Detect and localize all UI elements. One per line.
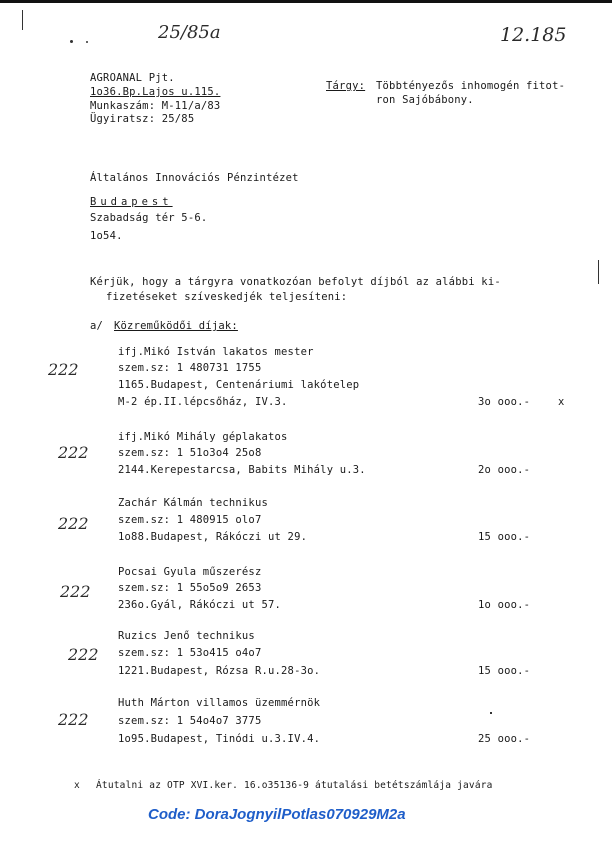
recipient-city: Budapest	[90, 196, 173, 208]
recipient-name: Általános Innovációs Pénzintézet	[90, 172, 299, 184]
payee-id: szem.sz: 1 480915 olo7	[118, 514, 262, 526]
footnote-marker: x	[558, 396, 565, 408]
payee-amount: 1o ooo.-	[478, 599, 531, 611]
payee-id: szem.sz: 1 480731 1755	[118, 362, 262, 374]
payee-amount: 3o ooo.-	[478, 396, 531, 408]
subject-line-1: Többtényezős inhomogén fitot-	[376, 80, 566, 92]
scan-top-edge	[0, 0, 612, 3]
subject-label: Tárgy:	[326, 80, 366, 92]
footnote-text: Átutalni az OTP XVI.ker. 16.o35136-9 átutalási betétszámlája javára	[96, 780, 493, 791]
document-code: Code: DoraJognyilPotlas070929M2a	[148, 806, 406, 823]
request-line-1: Kérjük, hogy a tárgyra vonatkozóan befolyt díjból az alábbi ki-	[90, 276, 501, 288]
payee-amount: 15 ooo.-	[478, 665, 531, 677]
sender-address: 1o36.Bp.Lajos u.115.	[90, 86, 221, 98]
payee-id: szem.sz: 1 53o415 o4o7	[118, 647, 262, 659]
sender-company: AGROANAL Pjt.	[90, 72, 175, 84]
payee-name: Ruzics Jenő technikus	[118, 630, 255, 642]
file-number: Ügyiratsz: 25/85	[90, 113, 195, 125]
scan-dot	[490, 712, 492, 714]
payee-id: szem.sz: 1 54o4o7 3775	[118, 715, 262, 727]
section-title: Közreműködői díjak:	[114, 320, 238, 332]
payee-amount: 25 ooo.-	[478, 733, 531, 745]
payee-address: 1o95.Budapest, Tinódi u.3.IV.4.	[118, 733, 321, 745]
handwritten-file-number: 25/85a	[158, 22, 221, 43]
payee-address: 1165.Budapest, Centenáriumi lakótelep	[118, 379, 360, 391]
payee-name: Pocsai Gyula műszerész	[118, 566, 262, 578]
footnote-marker: x	[74, 780, 80, 791]
payee-name: Zachár Kálmán technikus	[118, 497, 268, 509]
payee-address: 1221.Budapest, Rózsa R.u.28-3o.	[118, 665, 321, 677]
payee-name: ifj.Mikó István lakatos mester	[118, 346, 314, 358]
payee-name: Huth Márton villamos üzemmérnök	[118, 697, 321, 709]
margin-mark: 222	[58, 710, 89, 729]
payee-name: ifj.Mikó Mihály géplakatos	[118, 431, 288, 443]
margin-mark: 222	[68, 645, 99, 664]
payee-address: 1o88.Budapest, Rákóczi ut 29.	[118, 531, 308, 543]
payee-address: 2144.Kerepestarcsa, Babits Mihály u.3.	[118, 464, 366, 476]
scan-mark	[22, 10, 23, 30]
subject-line-2: ron Sajóbábony.	[376, 94, 474, 106]
request-line-2: fizetéseket szíveskedjék teljesíteni:	[106, 291, 348, 303]
payee-amount: 2o ooo.-	[478, 464, 531, 476]
recipient-zip: 1o54.	[90, 230, 123, 242]
payee-amount: 15 ooo.-	[478, 531, 531, 543]
payee-id: szem.sz: 1 55o5o9 2653	[118, 582, 262, 594]
handwritten-date-number: 12.185	[500, 24, 567, 46]
payee-address: 236o.Gyál, Rákóczi ut 57.	[118, 599, 282, 611]
scan-dot	[70, 40, 73, 43]
margin-mark: 222	[58, 514, 89, 533]
margin-mark: 222	[48, 360, 79, 379]
recipient-street: Szabadság tér 5-6.	[90, 212, 208, 224]
payee-address-2: M-2 ép.II.lépcsőház, IV.3.	[118, 396, 288, 408]
scan-dot	[86, 41, 88, 43]
payee-id: szem.sz: 1 51o3o4 25o8	[118, 447, 262, 459]
margin-mark: 222	[58, 443, 89, 462]
work-number: Munkaszám: M-11/a/83	[90, 100, 221, 112]
scan-mark	[598, 260, 599, 284]
section-prefix: a/	[90, 320, 104, 332]
margin-mark: 222	[60, 582, 91, 601]
